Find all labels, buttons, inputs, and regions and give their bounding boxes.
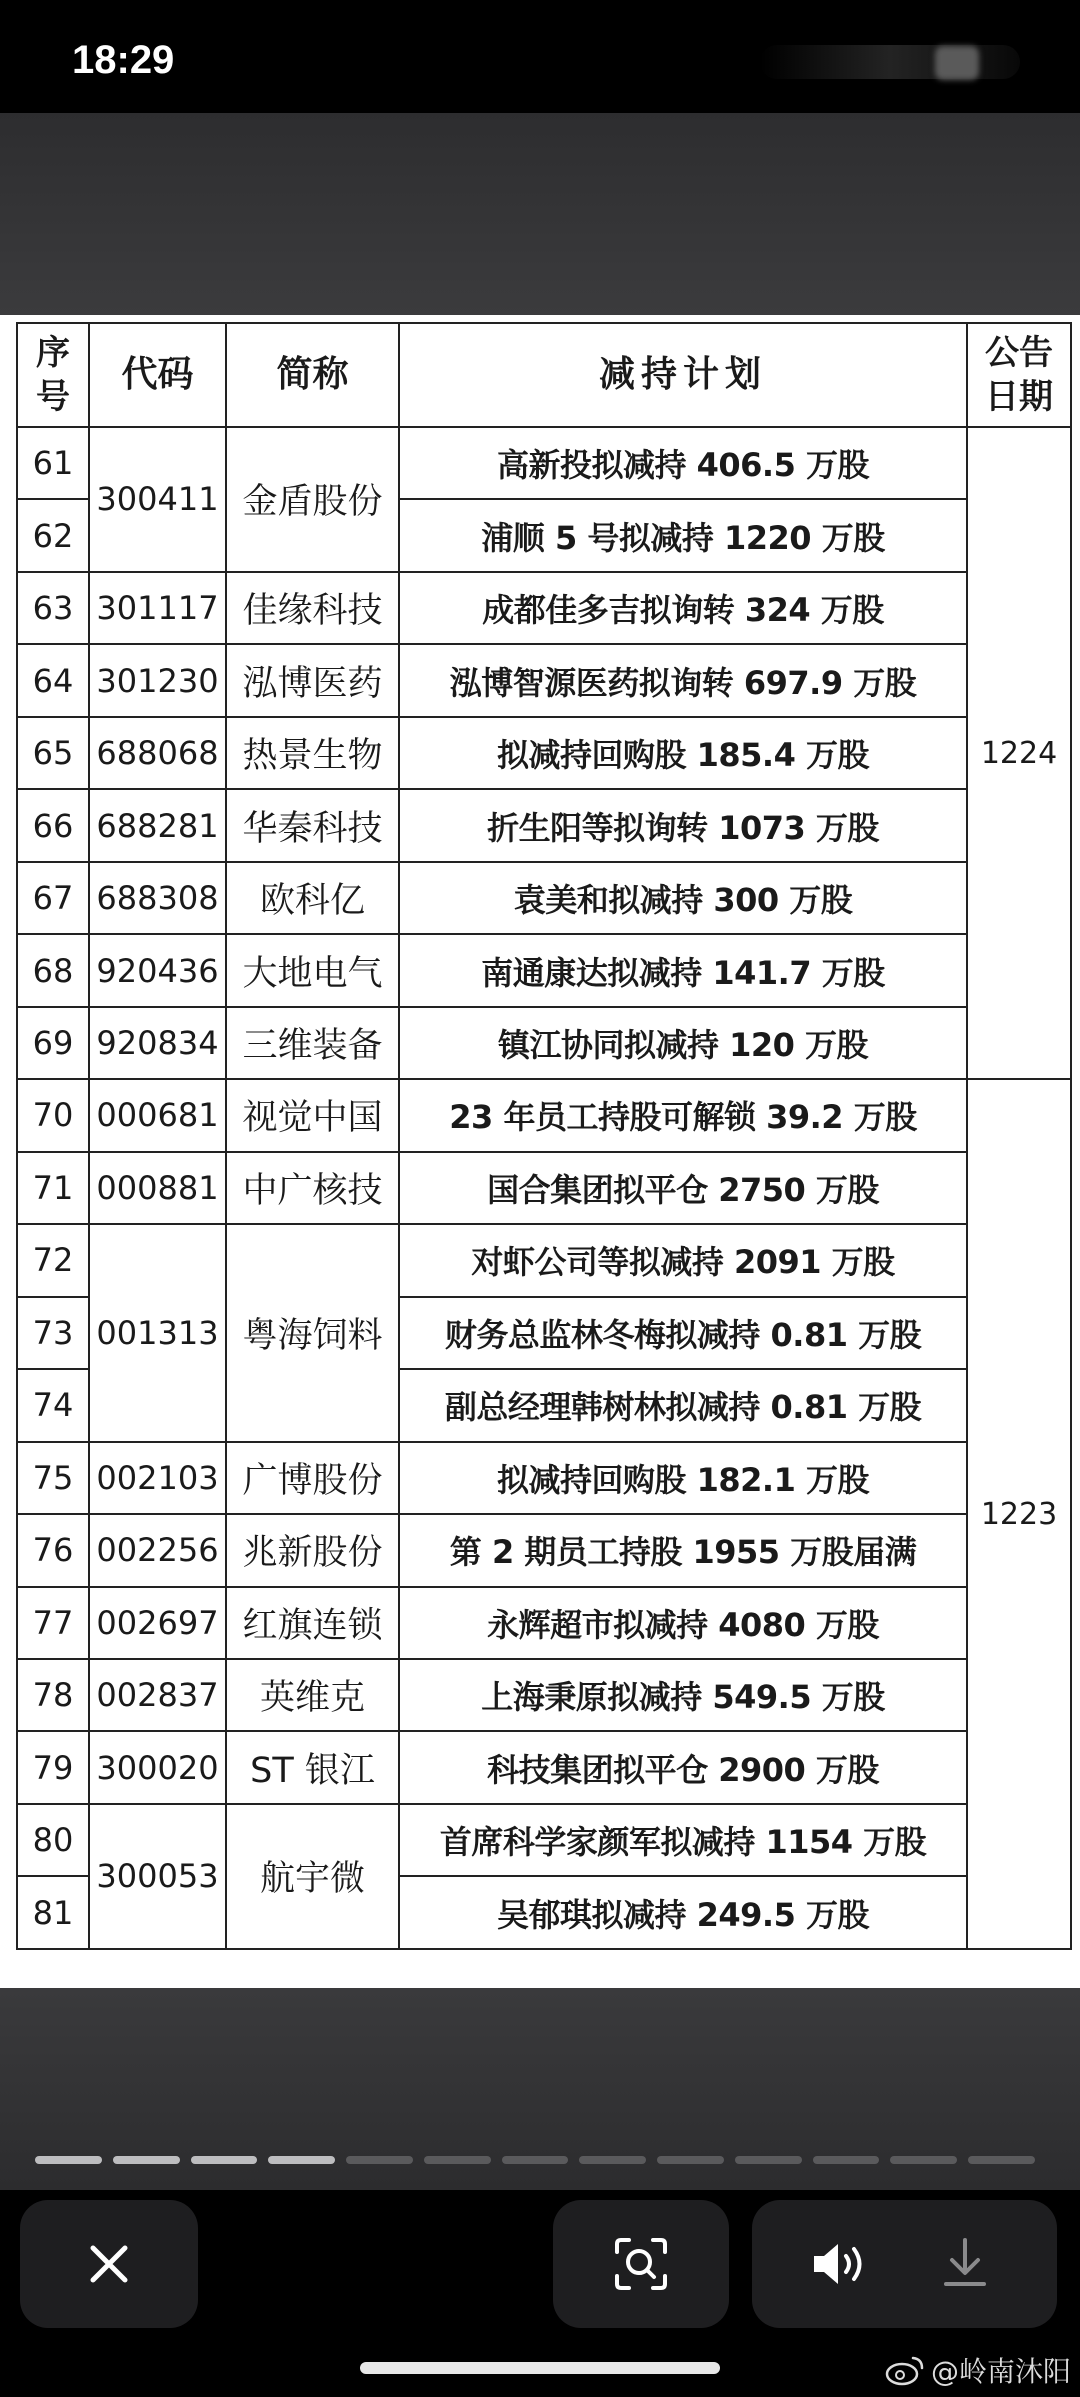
table-row [17,644,1071,716]
status-icons-blurred [760,45,1020,79]
cell-code: 301117 [89,572,226,644]
cell-plan: 拟减持回购股 185.4 万股 [399,717,967,789]
table-row [17,1804,1071,1876]
cell-plan: 吴郁琪拟减持 249.5 万股 [399,1876,967,1949]
cell-plan: 南通康达拟减持 141.7 万股 [399,934,967,1006]
cell-code: 002697 [89,1587,226,1659]
status-indicator [935,46,979,80]
cell-seq: 79 [17,1731,89,1803]
close-icon [85,2240,133,2288]
volume-icon[interactable] [812,2242,872,2286]
cell-plan: 永辉超市拟减持 4080 万股 [399,1587,967,1659]
reduction-plan-table [16,322,1072,1950]
media-actions-pill [752,2200,1057,2328]
header-date: 公告日期 [967,323,1071,427]
progress-segment [346,2156,413,2164]
viewer-top-area [0,113,1080,315]
status-time: 18:29 [72,38,175,82]
watermark [885,2350,1071,2390]
cell-name: 热景生物 [226,717,399,789]
progress-segment [890,2156,957,2164]
cell-code: 000681 [89,1079,226,1151]
cell-seq: 68 [17,934,89,1006]
cell-plan: 23 年员工持股可解锁 39.2 万股 [399,1079,967,1151]
table-row [17,717,1071,789]
cell-seq: 78 [17,1659,89,1731]
download-icon[interactable] [942,2236,988,2290]
table-row [17,427,1071,499]
table-row [17,572,1071,644]
cell-name: 视觉中国 [226,1079,399,1151]
cell-plan: 折生阳等拟询转 1073 万股 [399,789,967,861]
table-row [17,1224,1071,1296]
visual-search-button[interactable] [553,2200,729,2328]
cell-seq: 61 [17,427,89,499]
cell-plan: 高新投拟减持 406.5 万股 [399,427,967,499]
page-progress-indicator [35,2156,1035,2164]
cell-name: 粤海饲料 [226,1224,399,1441]
cell-code: 301230 [89,644,226,716]
cell-code: 688308 [89,862,226,934]
cell-plan: 浦顺 5 号拟减持 1220 万股 [399,499,967,571]
cell-code: 002103 [89,1442,226,1514]
weibo-logo-icon [885,2354,925,2386]
header-name: 简称 [226,323,399,427]
progress-segment [735,2156,802,2164]
table-row [17,1587,1071,1659]
cell-plan: 科技集团拟平仓 2900 万股 [399,1731,967,1803]
cell-plan: 财务总监林冬梅拟减持 0.81 万股 [399,1297,967,1369]
cell-name: 华秦科技 [226,789,399,861]
cell-code: 688068 [89,717,226,789]
cell-code: 688281 [89,789,226,861]
table-row [17,1514,1071,1586]
cell-name: ST 银江 [226,1731,399,1803]
cell-name: 中广核技 [226,1152,399,1224]
progress-segment [113,2156,180,2164]
cell-code: 300020 [89,1731,226,1803]
cell-plan: 袁美和拟减持 300 万股 [399,862,967,934]
cell-seq: 71 [17,1152,89,1224]
cell-name: 金盾股份 [226,427,399,572]
cell-seq: 64 [17,644,89,716]
cell-plan: 对虾公司等拟减持 2091 万股 [399,1224,967,1296]
cell-seq: 75 [17,1442,89,1514]
status-bar [0,0,1080,113]
cell-plan: 首席科学家颜军拟减持 1154 万股 [399,1804,967,1876]
progress-segment [502,2156,569,2164]
header-plan-title: 减持计划 [399,323,967,427]
progress-segment [35,2156,102,2164]
cell-name: 兆新股份 [226,1514,399,1586]
cell-code: 001313 [89,1224,226,1441]
cell-seq: 73 [17,1297,89,1369]
table-row [17,1152,1071,1224]
cell-name: 三维装备 [226,1007,399,1079]
progress-segment [424,2156,491,2164]
watermark-text: @岭南沐阳 [931,2355,1072,2388]
cell-seq: 67 [17,862,89,934]
table-row [17,1659,1071,1731]
cell-code: 000881 [89,1152,226,1224]
table-row [17,1442,1071,1514]
cell-name: 广博股份 [226,1442,399,1514]
cell-name: 红旗连锁 [226,1587,399,1659]
cell-plan: 拟减持回购股 182.1 万股 [399,1442,967,1514]
cell-seq: 63 [17,572,89,644]
progress-segment [191,2156,258,2164]
cell-code: 300053 [89,1804,226,1949]
cell-seq: 65 [17,717,89,789]
cell-name: 泓博医药 [226,644,399,716]
table-row [17,1007,1071,1079]
cell-code: 920834 [89,1007,226,1079]
cell-plan: 上海秉原拟减持 549.5 万股 [399,1659,967,1731]
table-row [17,862,1071,934]
progress-segment [579,2156,646,2164]
close-button[interactable] [20,2200,198,2328]
cell-name: 大地电气 [226,934,399,1006]
table-body [17,427,1071,1949]
scan-search-icon [613,2236,669,2292]
cell-code: 002837 [89,1659,226,1731]
cell-plan: 副总经理韩树林拟减持 0.81 万股 [399,1369,967,1441]
cell-seq: 80 [17,1804,89,1876]
cell-seq: 62 [17,499,89,571]
cell-seq: 77 [17,1587,89,1659]
cell-plan: 泓博智源医药拟询转 697.9 万股 [399,644,967,716]
cell-name: 航宇微 [226,1804,399,1949]
cell-name: 欧科亿 [226,862,399,934]
cell-seq: 66 [17,789,89,861]
cell-code: 920436 [89,934,226,1006]
home-indicator[interactable] [360,2362,720,2374]
cell-seq: 74 [17,1369,89,1441]
cell-plan: 第 2 期员工持股 1955 万股届满 [399,1514,967,1586]
cell-name: 英维克 [226,1659,399,1731]
cell-seq: 72 [17,1224,89,1296]
progress-segment [268,2156,335,2164]
cell-announce-date: 1223 [967,1079,1071,1949]
cell-name: 佳缘科技 [226,572,399,644]
header-code: 代码 [89,323,226,427]
cell-plan: 成都佳多吉拟询转 324 万股 [399,572,967,644]
progress-segment [813,2156,880,2164]
cell-seq: 81 [17,1876,89,1949]
table-row [17,1731,1071,1803]
header-seq: 序号 [17,323,89,427]
table-row [17,1079,1071,1151]
cell-seq: 70 [17,1079,89,1151]
progress-segment [657,2156,724,2164]
table-row [17,789,1071,861]
cell-plan: 国合集团拟平仓 2750 万股 [399,1152,967,1224]
cell-seq: 69 [17,1007,89,1079]
table-header-row [17,323,1071,427]
cell-plan: 镇江协同拟减持 120 万股 [399,1007,967,1079]
cell-code: 300411 [89,427,226,572]
table-row [17,934,1071,1006]
cell-announce-date: 1224 [967,427,1071,1079]
progress-segment [968,2156,1035,2164]
cell-seq: 76 [17,1514,89,1586]
cell-code: 002256 [89,1514,226,1586]
